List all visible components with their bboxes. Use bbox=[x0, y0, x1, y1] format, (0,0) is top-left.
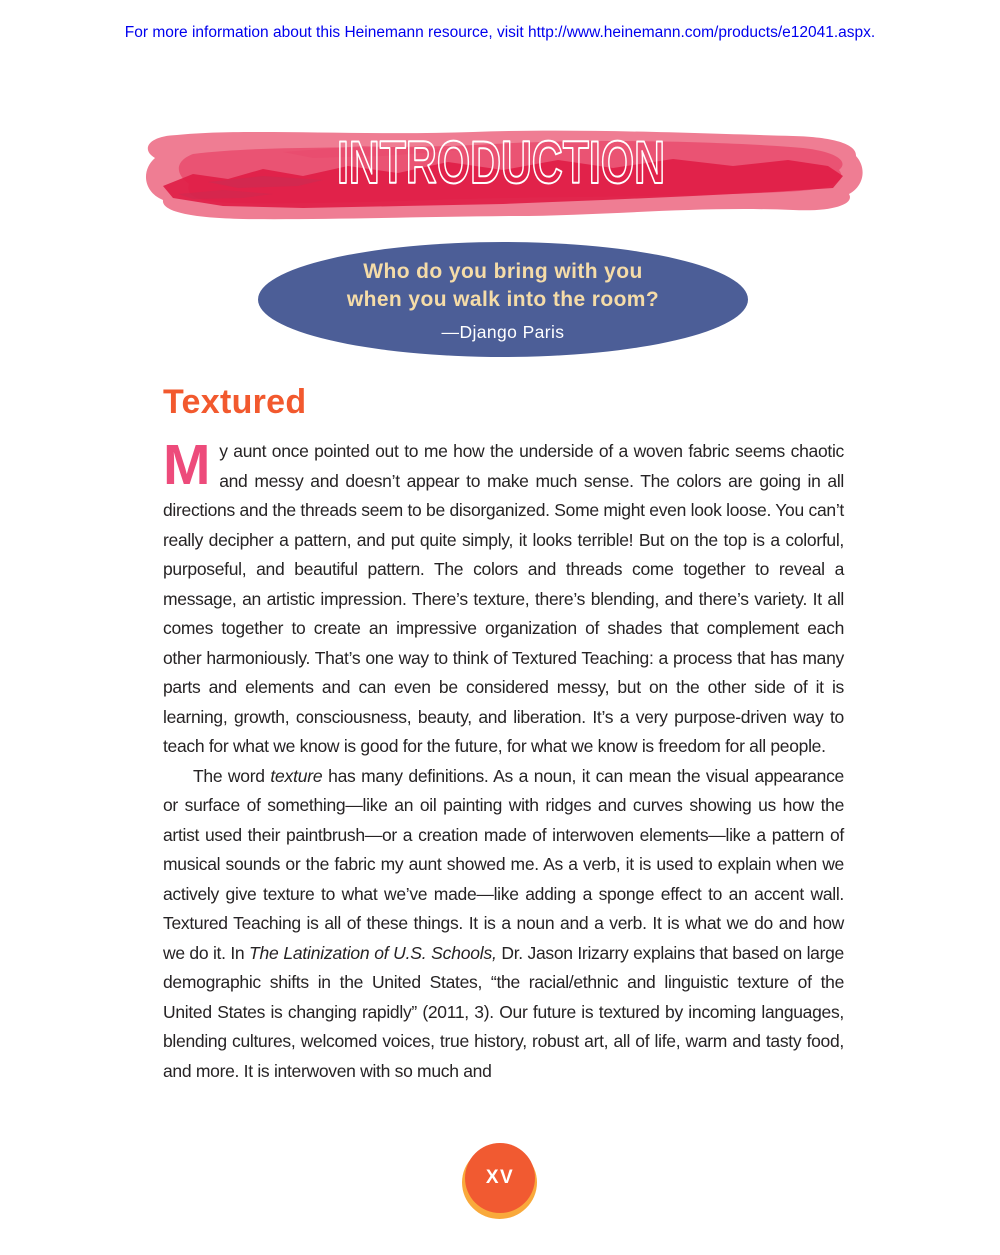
introduction-banner bbox=[133, 124, 863, 222]
quote-attribution: —Django Paris bbox=[441, 322, 565, 342]
section-heading: Textured bbox=[163, 383, 307, 421]
quote-line-1: Who do you bring with you bbox=[363, 260, 643, 283]
quote-line-2: when you walk into the room? bbox=[346, 287, 660, 311]
heinemann-resource-link[interactable]: For more information about this Heinemann resource, visit http://www.heinemann.com/products/e12041.aspx. bbox=[124, 24, 876, 41]
badge-circle bbox=[465, 1143, 535, 1213]
paragraph-1 bbox=[163, 433, 844, 762]
page-number-badge bbox=[462, 1143, 538, 1219]
banner-title: INTRODUCTION bbox=[337, 129, 665, 196]
drop-cap: M bbox=[163, 433, 211, 497]
page-number: XV bbox=[485, 1167, 515, 1188]
paragraph-2: The word texture has many definitions. As a noun, it can mean the visual appearance or surface of something—like an oil painting with ridges and curves showing us how the artist used their paintbrush—or a creation made of interwoven elements—like a pattern of musical sounds or the fabric my aunt showed me. As a verb, it is used to explain when we actively give texture to what we’ve made—like adding a sponge effect to an accent wall. Textured Teaching is all of these things. It is a noun and a verb. It is what we do and how we do it. In The Latinization of U.S. Schools, Dr. Jason Irizarry explains that based on large demographic shifts in the United States, “the racial/ethnic and linguistic texture of the United States is changing rapidly” (2011, 3). Our future is textured by incoming languages, blending cultures, welcomed voices, true history, robust art, all of life, warm and tasty food, and more. It is interwoven with so much and bbox=[163, 765, 844, 1081]
quote-bubble bbox=[258, 242, 748, 357]
main-content bbox=[163, 383, 844, 1086]
paragraph-1-text: y aunt once pointed out to me how the underside of a woven fabric seems chaotic and messy and doesn’t appear to make much sense. The colors are going in all directions and the threads seem to be disorganized. Some might even look loose. You can’t really decipher a pattern, and put quite simply, it looks terrible! But on the top is a colorful, purposeful, and beautiful pattern. The colors and threads come together to reveal a message, an artistic impression. There’s texture, there’s blending, and there’s variety. It all comes together to create an impressive organization of shades that complement each other harmoniously. That’s one way to think of Textured Teaching: a process that has many parts and elements and can even be considered messy, but on the other side of it is learning, growth, consciousness, beauty, and liberation. It’s a very purpose-driven way to teach for what we know is good for the future, for what we know is freedom for all people. bbox=[163, 441, 844, 756]
watercolor-brush-stroke bbox=[133, 124, 863, 222]
